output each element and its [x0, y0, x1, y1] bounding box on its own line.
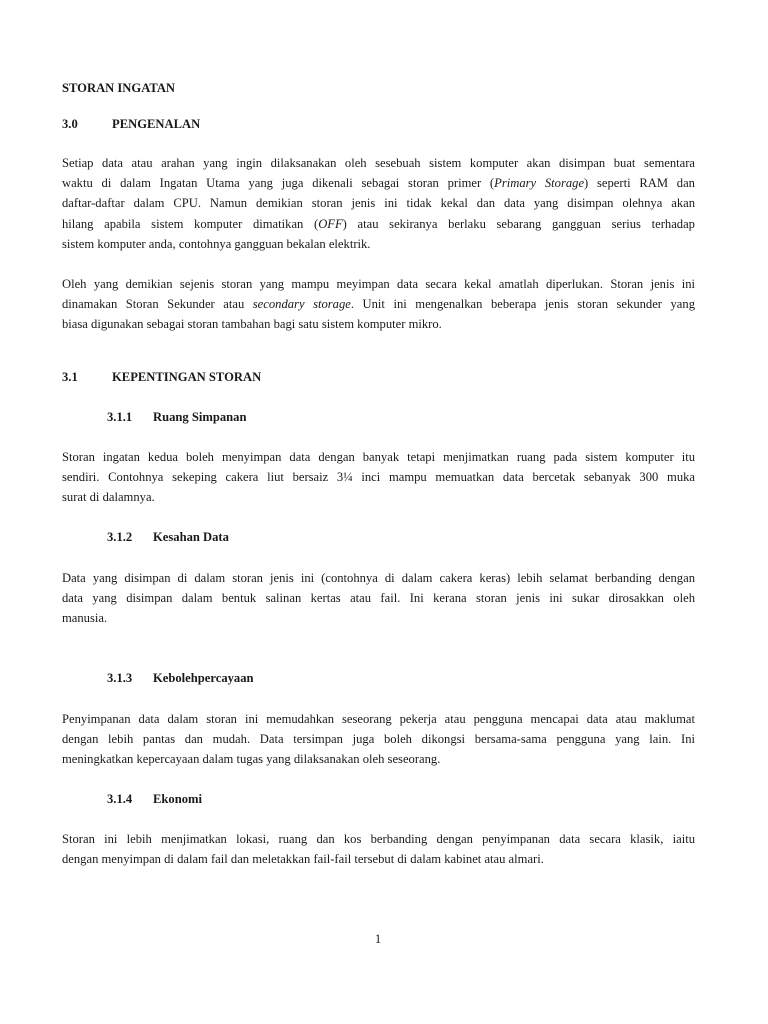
paragraph-line: surat di dalamnya.: [62, 490, 155, 505]
paragraph-line: data yang disimpan dalam bentuk salinan kertas atau fail. Ini kerana storan jenis ini sukar dirosakkan oleh: [62, 591, 695, 606]
paragraph-line: Penyimpanan data dalam storan ini memudahkan seseorang pekerja atau pengguna mencapai data atau maklumat: [62, 712, 695, 726]
paragraph-pengenalan-1: [62, 153, 695, 254]
paragraph-line: meningkatkan kepercayaan dalam tugas yang dilaksanakan oleh seseorang.: [62, 752, 441, 767]
subsection-number: 3.1.4: [107, 792, 133, 806]
paragraph-line: [62, 294, 695, 314]
paragraph-line: Storan ini lebih menjimatkan lokasi, ruang dan kos berbanding dengan penyimpanan data secara klasik, iaitu: [62, 832, 695, 846]
section-number: 3.1: [62, 370, 78, 384]
paragraph-line: Data yang disimpan di dalam storan jenis ini (contohnya di dalam cakera keras) lebih selamat berbanding dengan: [62, 571, 695, 585]
section-number: 3.0: [62, 117, 78, 131]
italic-term: Primary Storage: [494, 176, 585, 191]
subsection-number: 3.1.1: [107, 410, 133, 424]
paragraph-line: Setiap data atau arahan yang ingin dilaksanakan oleh sesebuah sistem komputer akan disimpan buat sementara: [62, 156, 695, 170]
text-run: dinamakan Storan Sekunder atau: [62, 297, 253, 312]
subsection-heading-3-1-3: [107, 670, 254, 686]
section-title: PENGENALAN: [112, 117, 201, 131]
subsection-title: Ruang Simpanan: [153, 410, 247, 424]
paragraph-line: Oleh yang demikian sejenis storan yang mampu meyimpan data secara kekal amatlah diperlukan. Storan jenis ini: [62, 277, 695, 291]
subsection-heading-3-1-1: [107, 409, 246, 425]
subsection-heading-3-1-2: [107, 529, 229, 545]
italic-term: secondary storage: [252, 297, 351, 312]
document-title: STORAN INGATAN: [62, 81, 176, 95]
subsection-title: Kesahan Data: [153, 530, 229, 544]
paragraph-line: dengan lebih pantas dan mudah. Data tersimpan juga boleh dikongsi bersama-sama pengguna yang lain. Ini: [62, 732, 695, 747]
subsection-number: 3.1.3: [107, 671, 133, 685]
subsection-number: 3.1.2: [107, 530, 133, 544]
paragraph-kesahan-data: [62, 568, 695, 629]
paragraph-kebolehpercayaan: [62, 709, 695, 770]
paragraph-ekonomi: [62, 829, 695, 869]
paragraph-line: biasa digunakan sebagai storan tambahan bagi satu sistem komputer mikro.: [62, 317, 442, 332]
subsection-heading-3-1-4: [107, 791, 202, 807]
section-heading-3-1: [62, 369, 261, 385]
text-run: . Unit ini mengenalkan beberapa jenis storan sekunder yang: [350, 297, 695, 312]
paragraph-line: sendiri. Contohnya sekeping cakera liut bersaiz 3¼ inci mampu memuatkan data bercetak sebanyak 300 muka: [62, 470, 695, 485]
page-number: 1: [374, 932, 382, 946]
paragraph-line: [62, 173, 695, 193]
text-run: ) atau sekiranya berlaku sebarang gangguan serius terhadap: [342, 216, 695, 231]
paragraph-line: daftar-daftar dalam CPU. Namun demikian storan jenis ini tidak kekal dan data yang disimpan olehnya akan: [62, 196, 695, 211]
paragraph-ruang-simpanan: [62, 447, 695, 508]
text-run: ) seperti RAM dan: [584, 176, 695, 191]
paragraph-line: dengan menyimpan di dalam fail dan meletakkan fail-fail tersebut di dalam kabinet atau almari.: [62, 852, 544, 867]
paragraph-line: sistem komputer anda, contohnya gangguan bekalan elektrik.: [62, 236, 371, 251]
section-title: KEPENTINGAN STORAN: [112, 370, 262, 384]
paragraph-line: [62, 214, 695, 234]
paragraph-line: Storan ingatan kedua boleh menyimpan data dengan banyak tetapi menjimatkan ruang pada sistem komputer itu: [62, 450, 695, 464]
subsection-title: Ekonomi: [153, 792, 202, 806]
text-run: hilang apabila sistem komputer dimatikan (: [62, 216, 319, 231]
paragraph-pengenalan-2: [62, 274, 695, 335]
subsection-title: Kebolehpercayaan: [153, 671, 254, 685]
italic-term: OFF: [318, 216, 343, 231]
section-heading-3-0: [62, 116, 200, 132]
text-run: waktu di dalam Ingatan Utama yang juga dikenali sebagai storan primer (: [62, 176, 495, 191]
paragraph-line: manusia.: [62, 611, 108, 626]
